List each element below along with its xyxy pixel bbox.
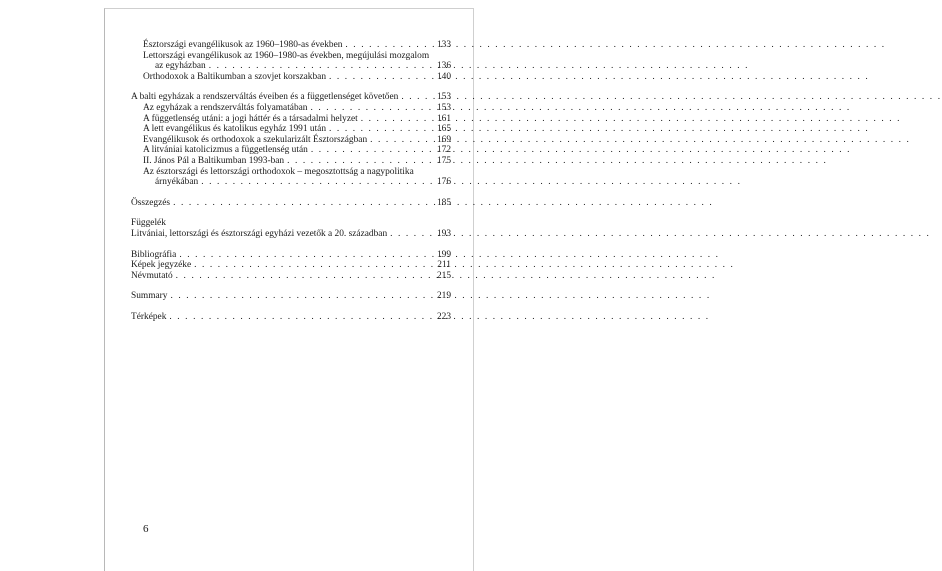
toc-entry-label: A lett evangélikus és katolikus egyház 1991 után <box>143 124 327 135</box>
leader-dots <box>390 229 430 240</box>
toc-entry[interactable] <box>143 72 451 83</box>
toc-section-title <box>131 218 451 229</box>
toc-entry-page: 176 <box>436 177 451 188</box>
toc-chapter[interactable] <box>131 260 451 271</box>
toc-entry-page: 136 <box>436 61 451 72</box>
toc-entry[interactable] <box>143 114 451 125</box>
toc-chapter-label: A balti egyházak a rendszerváltás éveiben és a függetlenséget követően <box>131 92 399 103</box>
toc-chapter-label: Térképek <box>131 311 167 322</box>
toc-chapter[interactable] <box>131 250 451 261</box>
leader-dots <box>311 145 430 156</box>
toc-chapter-label: Summary <box>131 291 168 302</box>
toc-entry-page: 140 <box>436 71 451 82</box>
toc-chapter-page: 215 <box>436 270 451 281</box>
toc-entry[interactable] <box>143 167 451 178</box>
toc-entry-page: 172 <box>436 145 451 156</box>
table-of-contents <box>131 40 451 322</box>
toc-chapter-label: Bibliográfia <box>131 249 177 260</box>
toc-chapter[interactable] <box>131 312 451 323</box>
page-number: 6 <box>143 523 149 535</box>
toc-entry-label: Litvániai, lettországi és észtországi egyházi vezetők a 20. században <box>131 228 388 239</box>
leader-dots <box>287 156 430 167</box>
toc-entry[interactable] <box>143 40 451 51</box>
toc-entry-label: Orthodoxok a Baltikumban a szovjet korszakban <box>143 71 327 82</box>
toc-chapter-page: 199 <box>436 249 451 260</box>
toc-entry-page: 133 <box>436 40 451 50</box>
toc-chapter-label: Névmutató <box>131 270 173 281</box>
toc-entry-label: II. János Pál a Baltikumban 1993-ban <box>143 155 285 166</box>
toc-entry-label: Lettországi evangélikusok az 1960–1980-as években, megújulási mozgalom <box>143 50 430 61</box>
toc-entry[interactable] <box>143 103 451 114</box>
leader-dots <box>361 114 430 125</box>
leader-dots <box>169 312 430 323</box>
toc-entry-page: 175 <box>436 155 451 166</box>
toc-entry[interactable] <box>143 51 451 62</box>
toc-entry-label: A függetlenség utáni: a jogi háttér és a társadalmi helyzet <box>143 113 358 124</box>
leader-dots <box>201 177 430 188</box>
toc-entry-label: Észtországi evangélikusok az 1960–1980-as években <box>143 40 343 50</box>
toc-entry[interactable] <box>143 156 451 167</box>
leader-dots <box>345 40 430 51</box>
toc-entry-continuation[interactable] <box>143 61 451 72</box>
toc-entry-label: A litvániai katolicizmus a függetlenség után <box>143 145 308 156</box>
toc-entry-label: Evangélikusok és orthodoxok a szekularizált Észtországban <box>143 134 368 145</box>
toc-entry[interactable] <box>131 229 451 240</box>
leader-dots <box>311 103 431 114</box>
leader-dots <box>329 72 430 83</box>
toc-entry-continuation[interactable] <box>143 177 451 188</box>
leader-dots <box>209 61 430 72</box>
toc-entry[interactable] <box>143 135 451 146</box>
leader-dots <box>370 135 430 146</box>
toc-entry-page: 193 <box>436 228 451 239</box>
leader-dots <box>176 271 430 282</box>
toc-entry-label-continued: az egyházban <box>155 61 206 72</box>
toc-chapter-page: 185 <box>436 197 451 208</box>
toc-chapter-label: Képek jegyzéke <box>131 260 192 271</box>
toc-chapter-page: 211 <box>437 260 451 271</box>
toc-entry-label: Az egyházak a rendszerváltás folyamatában <box>143 102 308 113</box>
toc-chapter[interactable] <box>131 92 451 103</box>
toc-entry[interactable] <box>143 145 451 156</box>
toc-chapter-label: Összegzés <box>131 197 171 208</box>
toc-chapter-page: 219 <box>436 291 451 302</box>
toc-entry-label-continued: árnyékában <box>155 177 199 188</box>
toc-chapter[interactable] <box>131 198 451 209</box>
leader-dots <box>170 291 430 302</box>
toc-entry-page: 165 <box>436 124 451 135</box>
leader-dots <box>329 124 430 135</box>
toc-entry-page: 169 <box>436 134 451 145</box>
leader-dots <box>194 260 430 271</box>
toc-entry[interactable] <box>143 124 451 135</box>
toc-chapter[interactable] <box>131 271 451 282</box>
leader-dots <box>173 198 430 209</box>
toc-chapter-page: 223 <box>436 311 451 322</box>
leader-dots <box>179 250 430 261</box>
toc-chapter-page: 153 <box>436 92 451 103</box>
toc-entry-page: 161 <box>436 113 451 124</box>
toc-entry-page: 153 <box>436 102 451 113</box>
fuggelek-title: Függelék <box>131 218 166 229</box>
toc-entry-label: Az észtországi és lettországi orthodoxok – megosztottság a nagypolitika <box>143 166 414 177</box>
toc-chapter[interactable] <box>131 291 451 302</box>
leader-dots <box>401 92 430 103</box>
